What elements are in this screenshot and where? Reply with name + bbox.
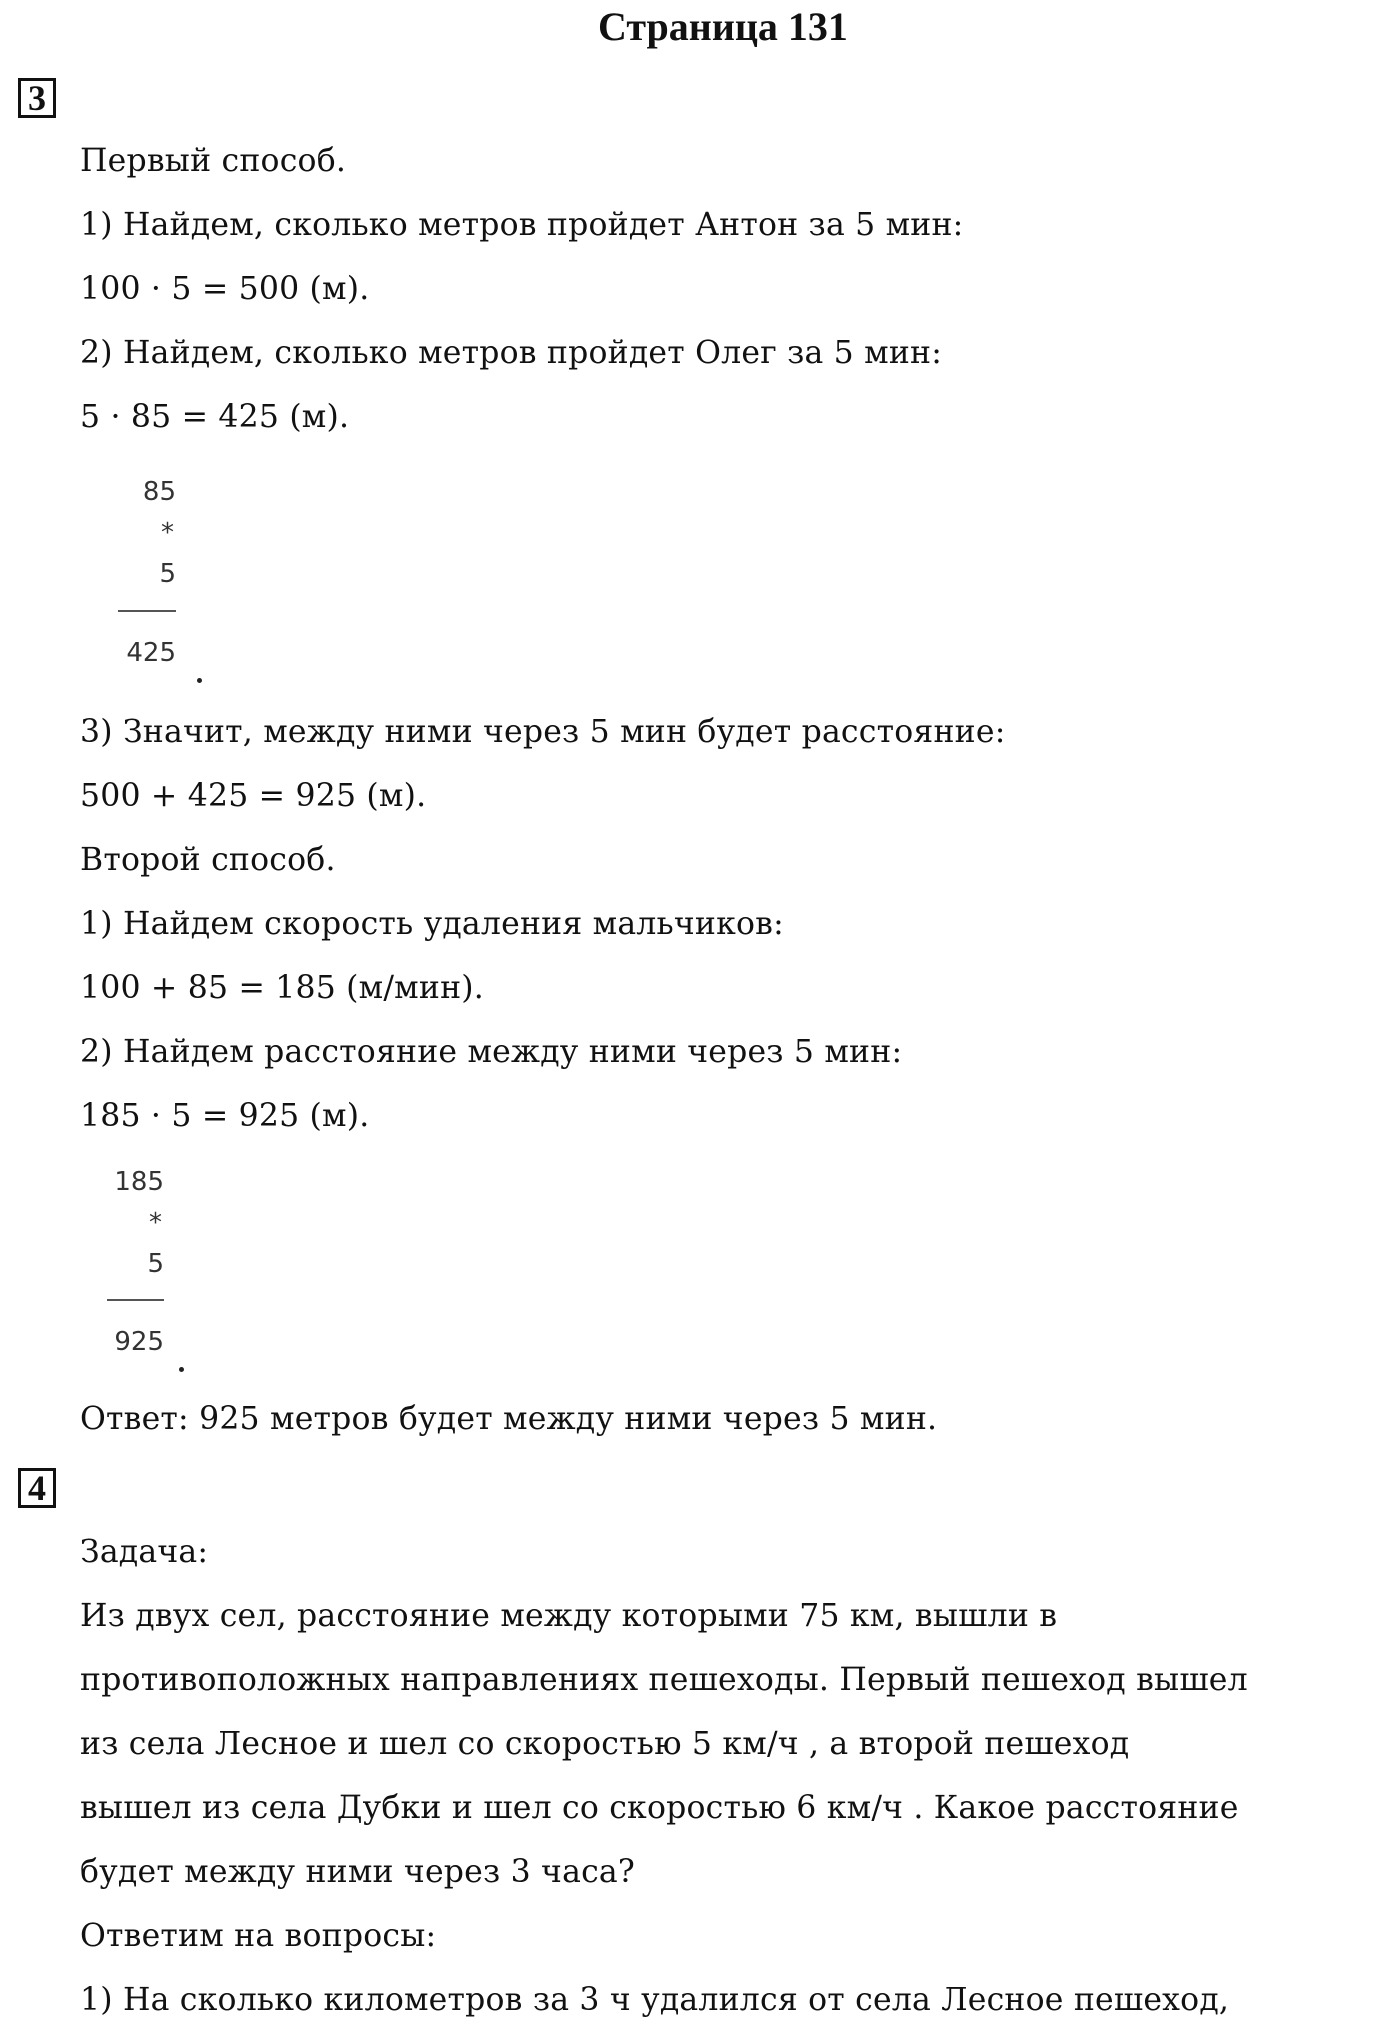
text-line: из села Лесное и шел со скоростью 5 км/ч , а второй пешеход: [80, 1726, 1130, 1762]
text-line: 1) Найдем, сколько метров пройдет Антон за 5 мин:: [80, 207, 964, 243]
text-line: 1) На сколько километров за 3 ч удалился от села Лесное пешеход,: [80, 1982, 1230, 2018]
task-number-3: 3: [18, 78, 56, 118]
text-line: противоположных направлениях пешеходы. Первый пешеход вышел: [80, 1662, 1248, 1698]
task-number-4: 4: [18, 1468, 56, 1508]
column-result: 425: [126, 638, 176, 668]
text-line: Задача:: [80, 1534, 209, 1570]
column-underline: [118, 610, 176, 612]
math-line: 185 · 5 = 925 (м).: [80, 1098, 370, 1134]
page-title: Страница 131: [598, 4, 848, 49]
period-mark: [179, 1367, 184, 1372]
period-mark: [197, 678, 202, 683]
answer-line: Ответ: 925 метров будет между ними через 5 мин.: [80, 1401, 938, 1437]
column-operator: *: [149, 1208, 162, 1238]
column-top-number: 185: [114, 1167, 164, 1197]
math-line: 500 + 425 = 925 (м).: [80, 778, 427, 814]
text-line: 1) Найдем скорость удаления мальчиков:: [80, 906, 784, 942]
column-top-number: 85: [142, 477, 176, 507]
text-line: 2) Найдем расстояние между ними через 5 мин:: [80, 1034, 903, 1070]
math-line: 5 · 85 = 425 (м).: [80, 399, 350, 435]
column-underline: [107, 1299, 164, 1301]
column-operator: *: [161, 518, 174, 548]
column-result: 925: [114, 1327, 164, 1357]
column-bottom-number: 5: [159, 559, 176, 589]
text-line: будет между ними через 3 часа?: [80, 1854, 635, 1890]
math-line: 100 · 5 = 500 (м).: [80, 271, 370, 307]
column-bottom-number: 5: [147, 1249, 164, 1279]
text-line: Первый способ.: [80, 143, 347, 179]
text-line: Из двух сел, расстояние между которыми 75 км, вышли в: [80, 1598, 1058, 1634]
text-line: 3) Значит, между ними через 5 мин будет расстояние:: [80, 714, 1006, 750]
text-line: Второй способ.: [80, 842, 336, 878]
math-line: 100 + 85 = 185 (м/мин).: [80, 970, 484, 1006]
text-line: Ответим на вопросы:: [80, 1918, 437, 1954]
text-line: 2) Найдем, сколько метров пройдет Олег за 5 мин:: [80, 335, 943, 371]
text-line: вышел из села Дубки и шел со скоростью 6 км/ч . Какое расстояние: [80, 1790, 1239, 1826]
